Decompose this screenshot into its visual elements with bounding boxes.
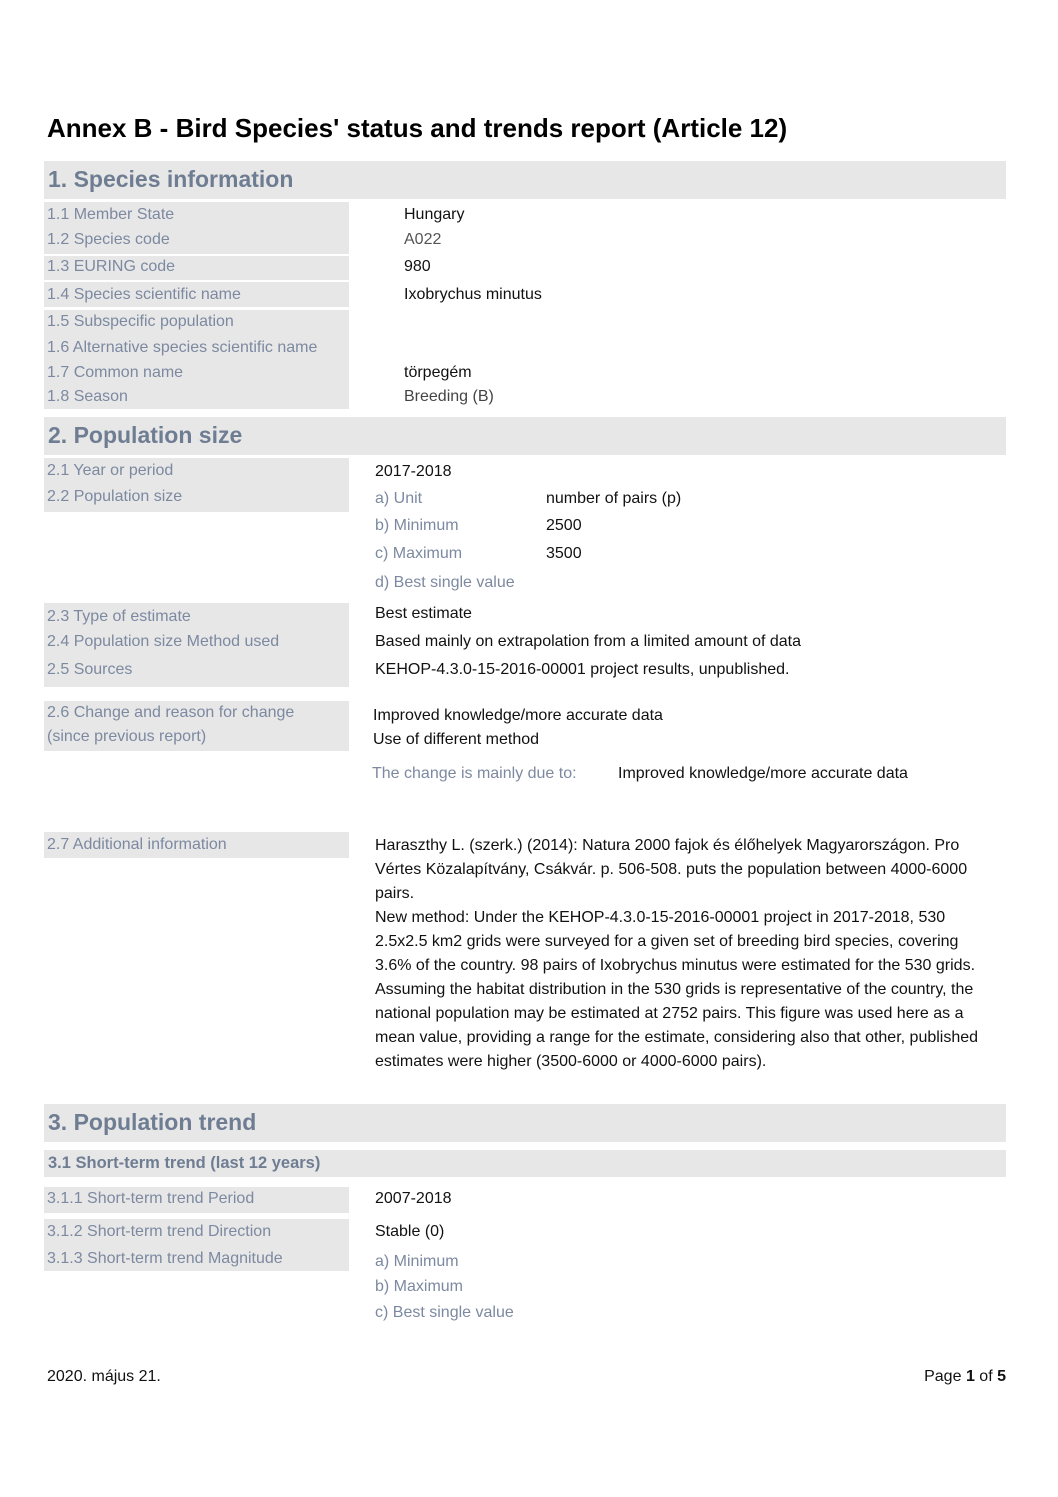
minimum-label: b) Minimum <box>375 517 459 534</box>
member-state-value: Hungary <box>404 206 465 223</box>
footer-date: 2020. május 21. <box>47 1368 161 1385</box>
page-total: 5 <box>997 1368 1006 1385</box>
section-3-1-header <box>44 1150 1006 1177</box>
section-1-header <box>44 161 1006 199</box>
additional-info-paragraph-1: Haraszthy L. (szerk.) (2014): Natura 2000 fajok és élőhelyek Magyarországon. Pro Vértes Közalapítvány, Csákvár. p. 506-508. puts the population between 4000-6000 pairs. <box>375 837 968 902</box>
magnitude-minimum-label: a) Minimum <box>375 1253 459 1270</box>
scientific-name-value: Ixobrychus minutus <box>404 286 542 303</box>
change-reason-value-1: Improved knowledge/more accurate data <box>373 707 663 724</box>
season-label: 1.8 Season <box>47 388 128 405</box>
method-used-label: 2.4 Population size Method used <box>47 633 280 650</box>
sources-label: 2.5 Sources <box>47 661 133 678</box>
species-code-label: 1.2 Species code <box>47 231 170 248</box>
trend-period-label: 3.1.1 Short-term trend Period <box>47 1190 255 1207</box>
trend-direction-label: 3.1.2 Short-term trend Direction <box>47 1223 272 1240</box>
member-state-label: 1.1 Member State <box>47 206 175 223</box>
trend-direction-value: Stable (0) <box>375 1223 445 1240</box>
type-of-estimate-value: Best estimate <box>375 605 472 622</box>
common-name-label: 1.7 Common name <box>47 364 184 381</box>
euring-code-value: 980 <box>404 258 431 275</box>
common-name-value: törpegém <box>404 364 472 381</box>
season-value: Breeding (B) <box>404 388 494 405</box>
scientific-name-label: 1.4 Species scientific name <box>47 286 241 303</box>
magnitude-best-value-label: c) Best single value <box>375 1304 514 1321</box>
year-period-label: 2.1 Year or period <box>47 462 174 479</box>
change-due-value: Improved knowledge/more accurate data <box>618 765 908 782</box>
additional-info-text <box>375 834 995 1074</box>
maximum-label: c) Maximum <box>375 545 463 562</box>
minimum-value: 2500 <box>546 517 582 534</box>
additional-info-paragraph-2: New method: Under the KEHOP-4.3.0-15-2016-00001 project in 2017-2018, 530 2.5x2.5 km2 grids were surveyed for a given set of breeding bird species, covering 3.6% of the country. 98 pairs of Ixobrychus minutus were estimated for the 530 grids. Assuming the habitat distribution in the 530 grids is representative of the country, the national population may be estimated at 2752 pairs. This figure was used here as a mean value, providing a range for the estimate, considering also that other, published estimates were higher (3500-6000 or 4000-6000 pairs). <box>375 909 979 1070</box>
species-code-value: A022 <box>404 231 442 248</box>
maximum-value: 3500 <box>546 545 582 562</box>
method-used-value: Based mainly on extrapolation from a limited amount of data <box>375 633 802 650</box>
page-of: of <box>979 1368 993 1385</box>
change-reason-value-2: Use of different method <box>373 731 540 748</box>
footer-page-number <box>924 1368 1006 1386</box>
section-3-1-heading: 3.1 Short-term trend (last 12 years) <box>48 1154 321 1172</box>
page-prefix: Page <box>924 1368 962 1385</box>
additional-info-label: 2.7 Additional information <box>47 836 227 853</box>
section-3-header <box>44 1104 1006 1142</box>
page-current: 1 <box>965 1368 975 1385</box>
document-title: Annex B - Bird Species' status and trends report (Article 12) <box>47 113 788 143</box>
subspecific-population-label: 1.5 Subspecific population <box>47 313 234 330</box>
alt-scientific-name-label: 1.6 Alternative species scientific name <box>47 339 318 356</box>
magnitude-maximum-label: b) Maximum <box>375 1278 464 1295</box>
trend-magnitude-label: 3.1.3 Short-term trend Magnitude <box>47 1250 283 1267</box>
year-period-value: 2017-2018 <box>375 463 452 480</box>
change-reason-label-line1: 2.6 Change and reason for change <box>47 704 295 721</box>
sources-value: KEHOP-4.3.0-15-2016-00001 project results, unpublished. <box>375 661 790 678</box>
section-2-header <box>44 417 1006 455</box>
trend-period-value: 2007-2018 <box>375 1190 452 1207</box>
change-reason-label-line2: (since previous report) <box>47 728 207 745</box>
unit-value: number of pairs (p) <box>546 490 682 507</box>
unit-label: a) Unit <box>375 490 423 507</box>
population-size-label: 2.2 Population size <box>47 488 183 505</box>
change-due-label: The change is mainly due to: <box>372 765 577 782</box>
type-of-estimate-label: 2.3 Type of estimate <box>47 608 191 625</box>
section-2-heading: 2. Population size <box>48 422 243 448</box>
section-1-heading: 1. Species information <box>48 166 294 192</box>
best-single-value-label: d) Best single value <box>375 574 515 591</box>
section-3-heading: 3. Population trend <box>48 1109 257 1135</box>
euring-code-label: 1.3 EURING code <box>47 258 176 275</box>
